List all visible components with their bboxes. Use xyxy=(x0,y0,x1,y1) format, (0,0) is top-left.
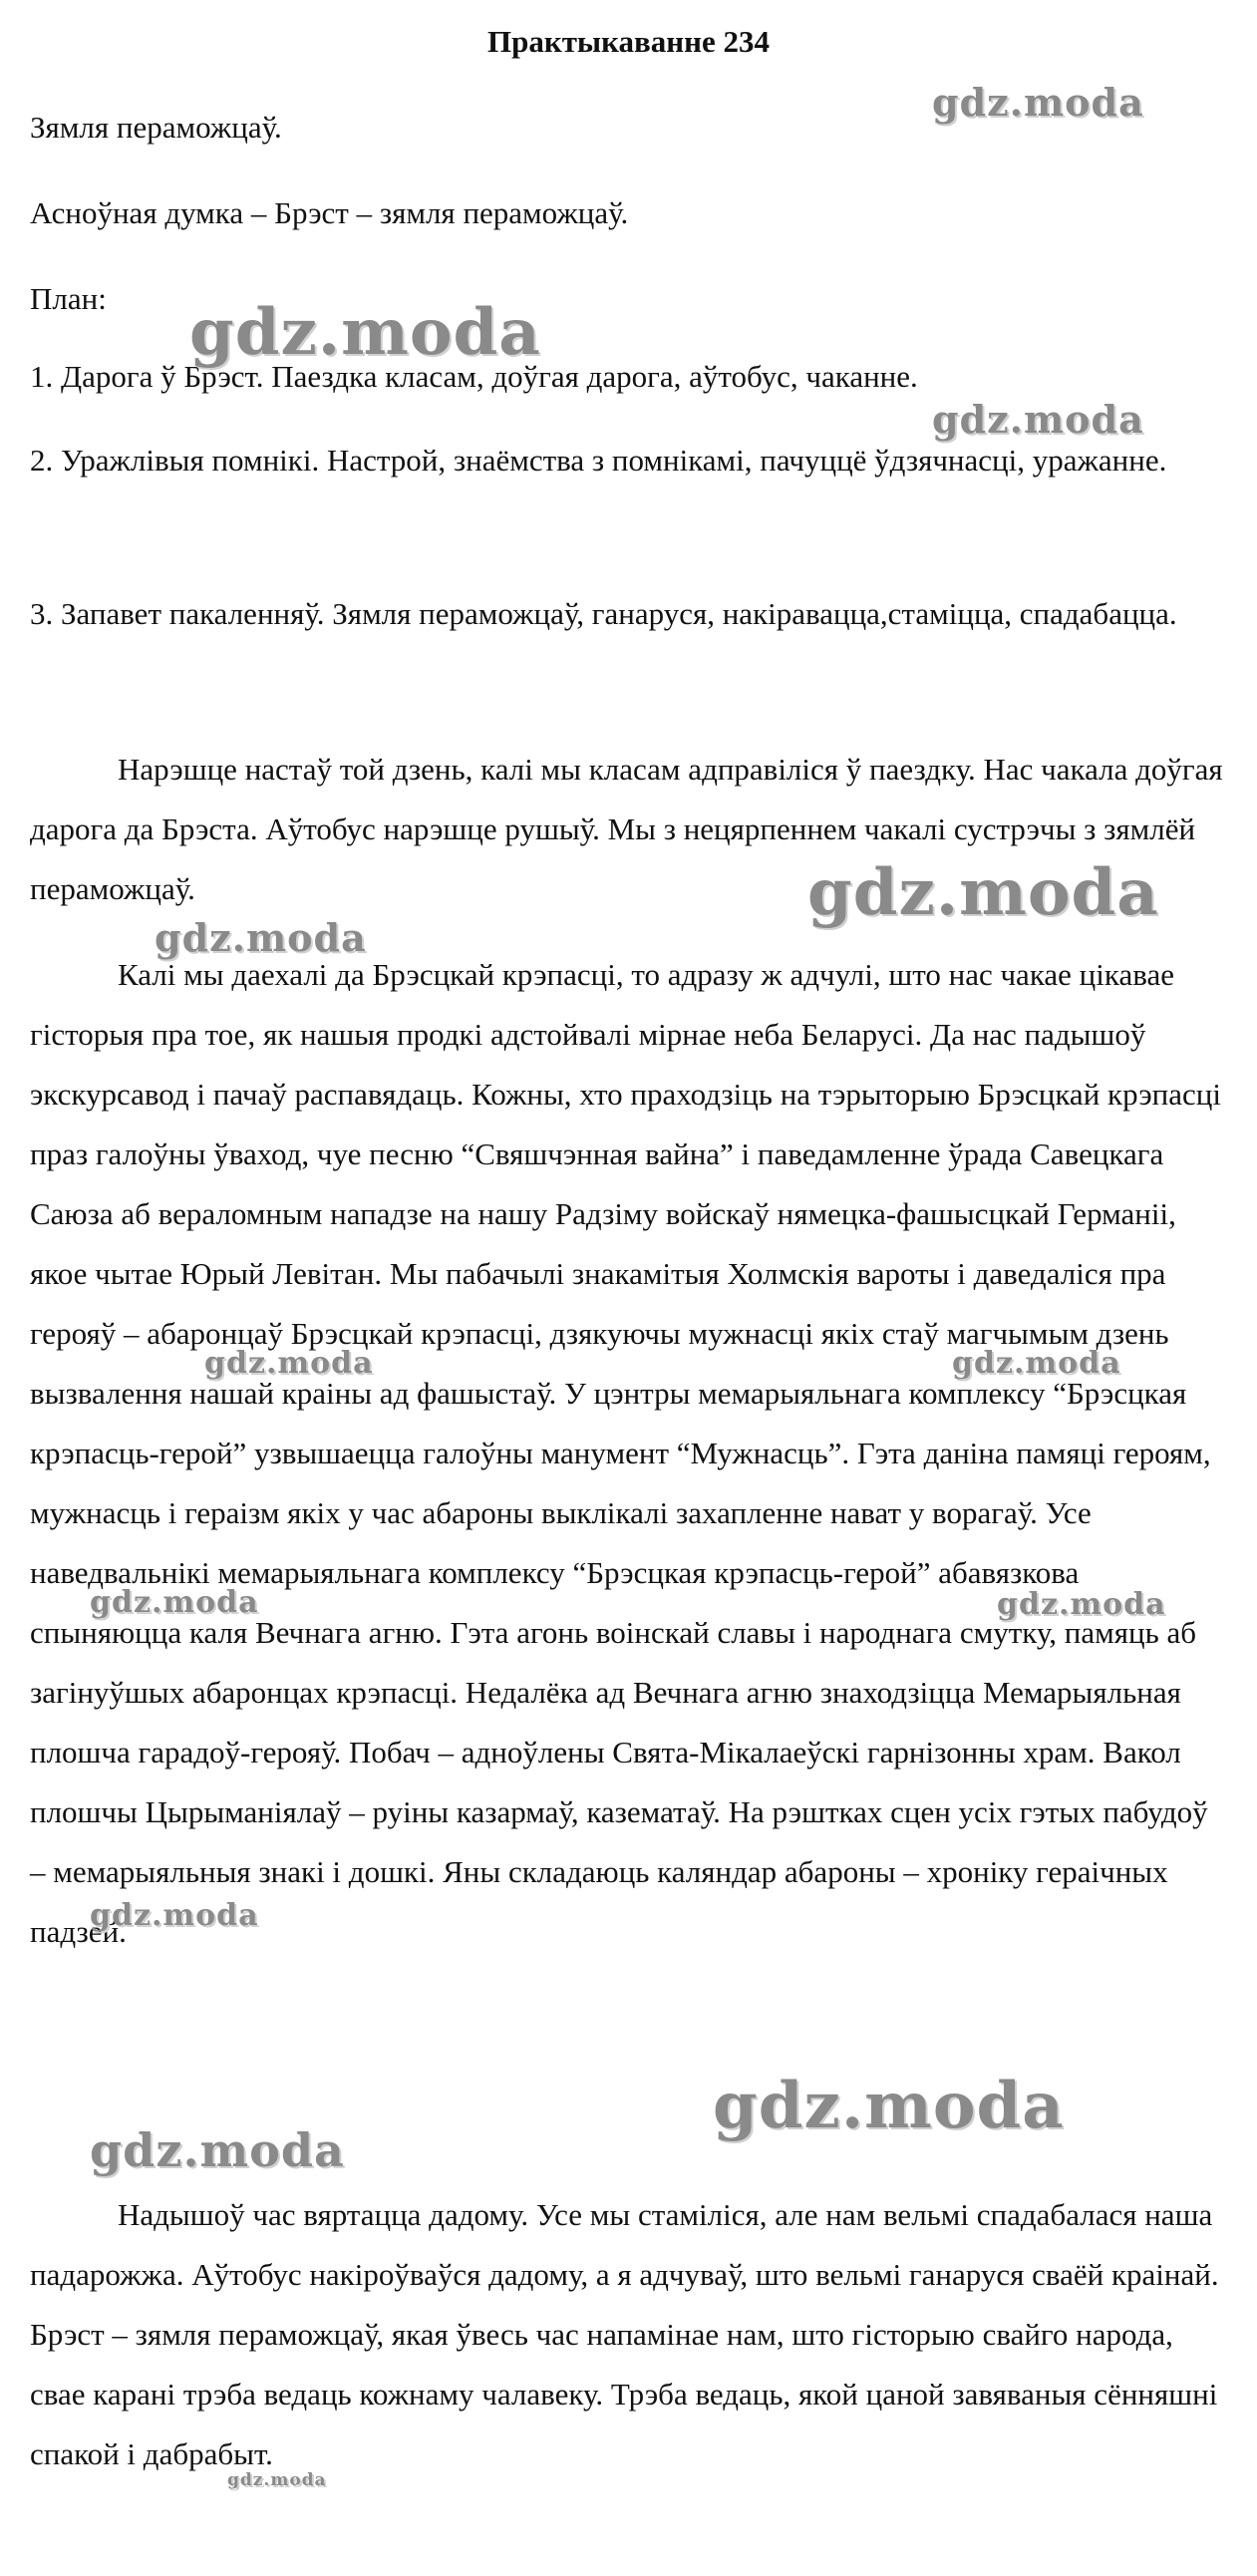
watermark: gdz.moda xyxy=(932,80,1144,125)
watermark: gdz.moda xyxy=(227,2470,327,2490)
plan-item-2: 2. Уражлівыя помнікі. Настрой, знаёмства з помнікамі, пачуццё ўдзячнасці, уражанне. xyxy=(30,443,1167,478)
plan-item-1: 1. Дарога ў Брэст. Паездка класам, доўгая дарога, аўтобус, чаканне. xyxy=(30,359,918,394)
watermark: gdz.moda xyxy=(932,397,1144,442)
watermark: gdz.moda xyxy=(90,1898,259,1933)
essay-paragraph-1: Нарэшце настаў той дзень, калі мы класам адправіліся ў паездку. Нас чакала доўгая дарога да Брэста. Аўтобус нарэшце рушыў. Мы з нецярпеннем чакалі сустрэчы з зямлёй пераможцаў. xyxy=(30,752,1223,906)
plan-item-3: 3. Запавет пакаленняў. Зямля пераможцаў, ганаруся, накіравацца,стаміцца, спадабацца. xyxy=(30,596,1177,631)
watermark: gdz.moda xyxy=(713,2069,1065,2143)
watermark: gdz.moda xyxy=(997,1587,1166,1622)
plan-label: План: xyxy=(30,281,107,316)
main-idea: Асноўная думка – Брэст – зямля пераможцаў. xyxy=(30,195,629,230)
watermark: gdz.moda xyxy=(204,1346,374,1381)
essay-topic: Зямля пераможцаў. xyxy=(30,110,282,145)
watermark: gdz.moda xyxy=(807,855,1159,930)
watermark: gdz.moda xyxy=(189,295,541,370)
essay-paragraph-2: Калі мы даехалі да Брэсцкай крэпасці, то адразу ж адчулі, што нас чакае цікавае гісторыя пра тое, як нашыя продкі адстойвалі мірнае неба Беларусі. Да нас падышоў экскурсавод і пачаў распавядаць. Кожны, хто праходзіць на тэрыторыю Брэсцкай крэпасці праз галоўны ўваход, чуе песню “Свяшчэнная вайна” і паведамленне ўрада Савецкага Саюза аб вераломным нападзе на нашу Радзіму войскаў нямецка-фашысцкай Германіі, якое чытае Юрый Левітан. Мы пабачылі знакамітыя Холмскія вароты і даведаліся пра герояў – абаронцаў Брэсцкай крэпасці, дзякуючы мужнасці якіх стаў магчымым дзень вызвалення нашай краіны ад фашыстаў. У цэнтры мемарыяльнага комплексу “Брэсцкая крэпасць-герой” узвышаецца галоўны манумент “Мужнасць”. Гэта даніна памяці героям, мужнасць і гераізм якіх у час абароны выклікалі захапленне нават у ворагаў. Усе наведвальнікі мемарыяльнага комплексу “Брэсцкая крэпасць-герой” абавязкова спыняюцца каля Вечнага агню. Гэта агонь воінскай славы і народнага смутку, памяць аб загінуўшых абаронцах крэпасці. Недалёка ад Вечнага агню знаходзіцца Мемарыяльная плошча гарадоў-герояў. Побач – адноўлены Свята-Мікалаеўскі гарнізонны храм. Вакол плошчы Цырыманіялаў – руіны казармаў, казематаў. На рэштках сцен усіх гэтых пабудоў – мемарыяльныя знакі і дошкі. Яны складаюць каляндар абароны – хроніку гераічных падзей. xyxy=(30,957,1221,1949)
watermark: gdz.moda xyxy=(90,1585,259,1620)
essay-paragraph-3: Надышоў час вяртацца дадому. Усе мы стаміліся, але нам вельмі спадабалася наша падарожжа. Аўтобус накіроўваўся дадому, а я адчуваў, што вельмі ганаруся сваёй краінай. Брэст – зямля пераможцаў, якая ўвесь час напамінае нам, што гісторыю свайго народа, свае карані трэба ведаць кожнаму чалавеку. Трэба ведаць, якой цаной завяваныя сённяшні спакой і дабрабыт. xyxy=(30,2197,1219,2471)
watermark: gdz.moda xyxy=(90,2123,345,2177)
watermark: gdz.moda xyxy=(952,1346,1121,1381)
watermark: gdz.moda xyxy=(155,915,367,960)
page-title: Практыкаванне 234 xyxy=(486,24,770,59)
